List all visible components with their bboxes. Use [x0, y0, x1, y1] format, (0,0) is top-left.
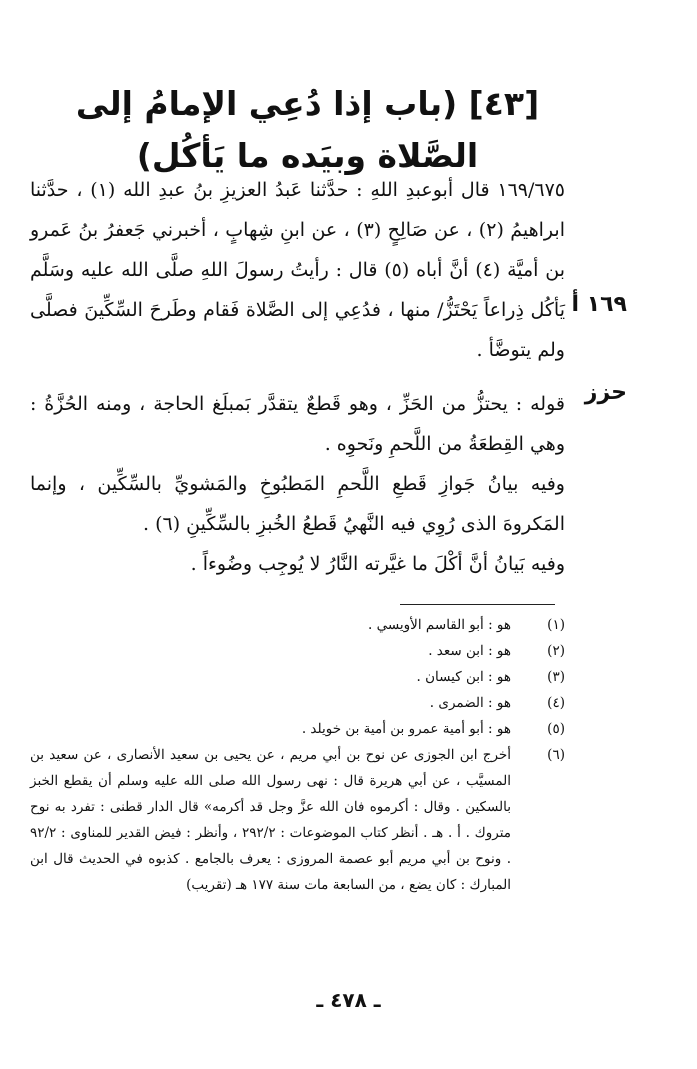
footnote-text: هو : أبو القاسم الأويسي . [368, 617, 511, 633]
footnote-text: هو : الضمرى . [429, 695, 511, 711]
footnote-text: هو : ابن سعد . [428, 643, 511, 659]
footnote-number: (٢) [547, 643, 565, 659]
footnote [30, 742, 565, 898]
commentary-paragraph: وفيه بَيانُ أنَّ أكْلَ ما غيَّرته النَّارُ لا يُوجِب وضُوءاً . [190, 553, 565, 575]
footnote-text: أخرج ابن الجوزى عن نوح بن أبي مريم ، عن يحيى بن سعيد الأنصارى ، عن سعيد بن المسيَّب ، عن أبي هريرة قال : نهى رسول الله صلى الله عليه وسلم أن يقطع الخبز بالسكين . وقال : أكرموه فان الله عزَّ وجل قد أكرمه» قال الدار قطنى : تفرد به نوح متروك . أ . هـ . أنظر كتاب الموضوعات : ٢٩٢/٢ ، وأنظر : فيض القدير للمناوى : ٩٢/٢ . ونوح بن أبي مريم أبو عصمة المروزى : يعرف بالجامع . كذبوه في الحديث قال ابن المبارك : كان يضع ، من السابعة مات سنة ١٧٧ هـ (تقريب) [30, 747, 512, 893]
footnote-number: (١) [547, 617, 565, 633]
footnote-number: (٥) [547, 721, 565, 737]
hadith-text: ١٦٩/٦٧٥ قال أبوعبدِ اللهِ : حدَّثنا عَبدُ العزيزِ بنُ عبدِ الله (١) ، حدَّثنا ابراهيمُ (٢) ، عن صَالِحٍ (٣) ، عن ابنِ شِهابٍ ، أخبرني جَعفرُ بنُ عَمرو بن أميَّة (٤) أنَّ أباه (٥) قال : رأيتُ رسولَ اللهِ صلَّى الله عليه وسَلَّم يَأكُل ذِراعاً يَحْتَزُّ/ منها ، فدُعِي إلى الصَّلاة فَقام وطَرحَ السِّكِّينَ فصلَّى ولم يتوضَّأ . [30, 179, 566, 361]
commentary-paragraph: قوله : يحتزُّ من الحَزِّ ، وهو قَطعٌ يتقدَّر بَمبلَغ الحاجة ، ومنه الحُزَّةُ : وهي القِطعَةُ من اللَّحمِ ونَحوِه . [30, 393, 565, 455]
footnote [30, 690, 565, 716]
footnote-number: (٦) [547, 747, 565, 763]
commentary-paragraph: وفيه بيانُ جَوازِ قَطعِ اللَّحمِ المَطبُوخِ والمَشويِّ بالسِّكِّين ، وإنما المَكروهَ الذى رُوِي فيه النَّهيُ قَطعُ الخُبزِ بالسِّكِّينِ (٦) . [30, 473, 565, 535]
footnote-text: هو : ابن كيسان . [416, 669, 511, 685]
footnote-number: (٤) [547, 695, 565, 711]
footnotes [30, 612, 565, 898]
page-number: ـ ٤٧٨ ـ [316, 988, 381, 1012]
footnote [30, 638, 565, 664]
main-text [30, 170, 565, 584]
margin-word: حزز [584, 380, 627, 405]
footnote [30, 612, 565, 638]
paragraph-gap [30, 370, 565, 384]
chapter-heading: [٤٣] (باب إذا دُعِي الإمامُ إلى الصَّلاة وبيَده ما يَأكُل) [75, 84, 540, 175]
margin-hadith-number: ١٦٩ أ [571, 292, 627, 317]
footnote [30, 664, 565, 690]
footnote-separator [400, 604, 555, 605]
footnote [30, 716, 565, 742]
footnote-text: هو : أبو أمية عمرو بن أمية بن خويلد . [301, 721, 511, 737]
footnote-number: (٣) [547, 669, 565, 685]
